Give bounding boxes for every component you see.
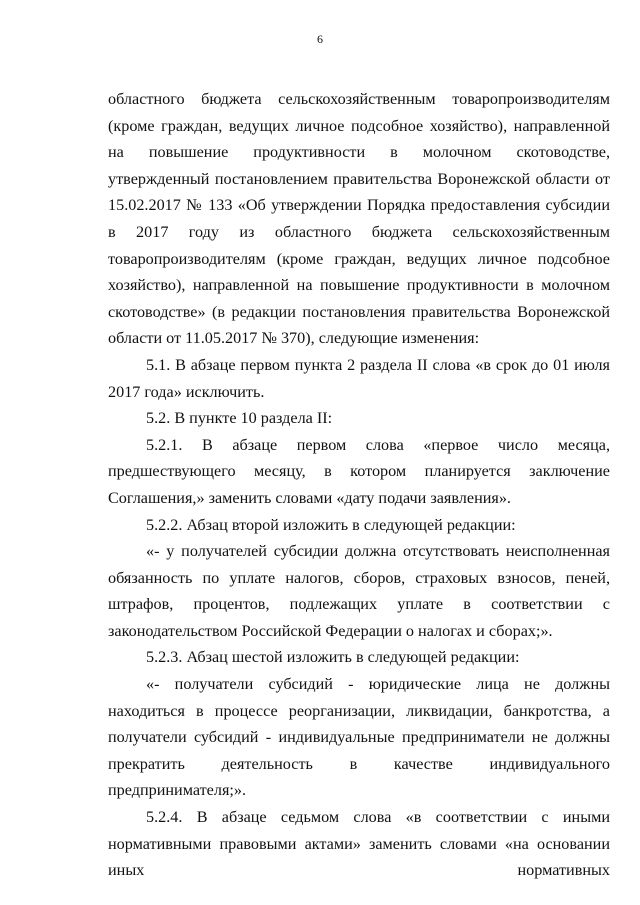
paragraph-5-2-2-text: «- у получателей субсидии должна отсутствовать неисполненная обязанность по уплате налогов, сборов, страховых взносов, пеней, штрафов, процентов, подлежащих уплате в соответствии с законодательством Российской Федерации о налогах и сборах;». [108, 542, 610, 640]
paragraph-5-2: 5.2. В пункте 10 раздела II: [146, 409, 333, 428]
paragraph-5-2-3: 5.2.3. Абзац шестой изложить в следующей редакции: [146, 648, 520, 667]
paragraph-5-1: 5.1. В абзаце первом пункта 2 раздела II слова «в срок до 01 июля 2017 года» исключить. [108, 355, 610, 401]
paragraph-continuation: областного бюджета сельскохозяйственным товаропроизводителям (кроме граждан, ведущих личное подсобное хозяйство), направленной на повышение продуктивности в молочном скотоводстве, утвержденный постановлением правительства Воронежской области от 15.02.2017 № 133 «Об утверждении Порядка предоставления субсидии в 2017 году из областного бюджета сельскохозяйственным товаропроизводителям (кроме граждан, ведущих личное подсобное хозяйство), направленной на повышение продуктивности в молочном скотоводстве» (в редакции постановления правительства Воронежской области от 11.05.2017 № 370), следующие изменения: [108, 90, 610, 348]
page-number: 6 [317, 32, 323, 46]
paragraph-5-2-2: 5.2.2. Абзац второй изложить в следующей редакции: [146, 515, 516, 534]
paragraph-5-2-1: 5.2.1. В абзаце первом слова «первое число месяца, предшествующего месяцу, в котором планируется заключение Соглашения,» заменить словами «дату подачи заявления». [108, 435, 610, 507]
document-body [108, 86, 610, 884]
paragraph-5-2-4: 5.2.4. В абзаце седьмом слова «в соответствии с иными нормативными правовыми актами» заменить словами «на основании иных нормативных [108, 808, 610, 880]
paragraph-5-2-3-text: «- получатели субсидий - юридические лица не должны находиться в процессе реорганизации, ликвидации, банкротства, а получатели субсидий - индивидуальные предприниматели не должны прекратить деятельность в качестве индивидуального предпринимателя;». [108, 675, 610, 800]
